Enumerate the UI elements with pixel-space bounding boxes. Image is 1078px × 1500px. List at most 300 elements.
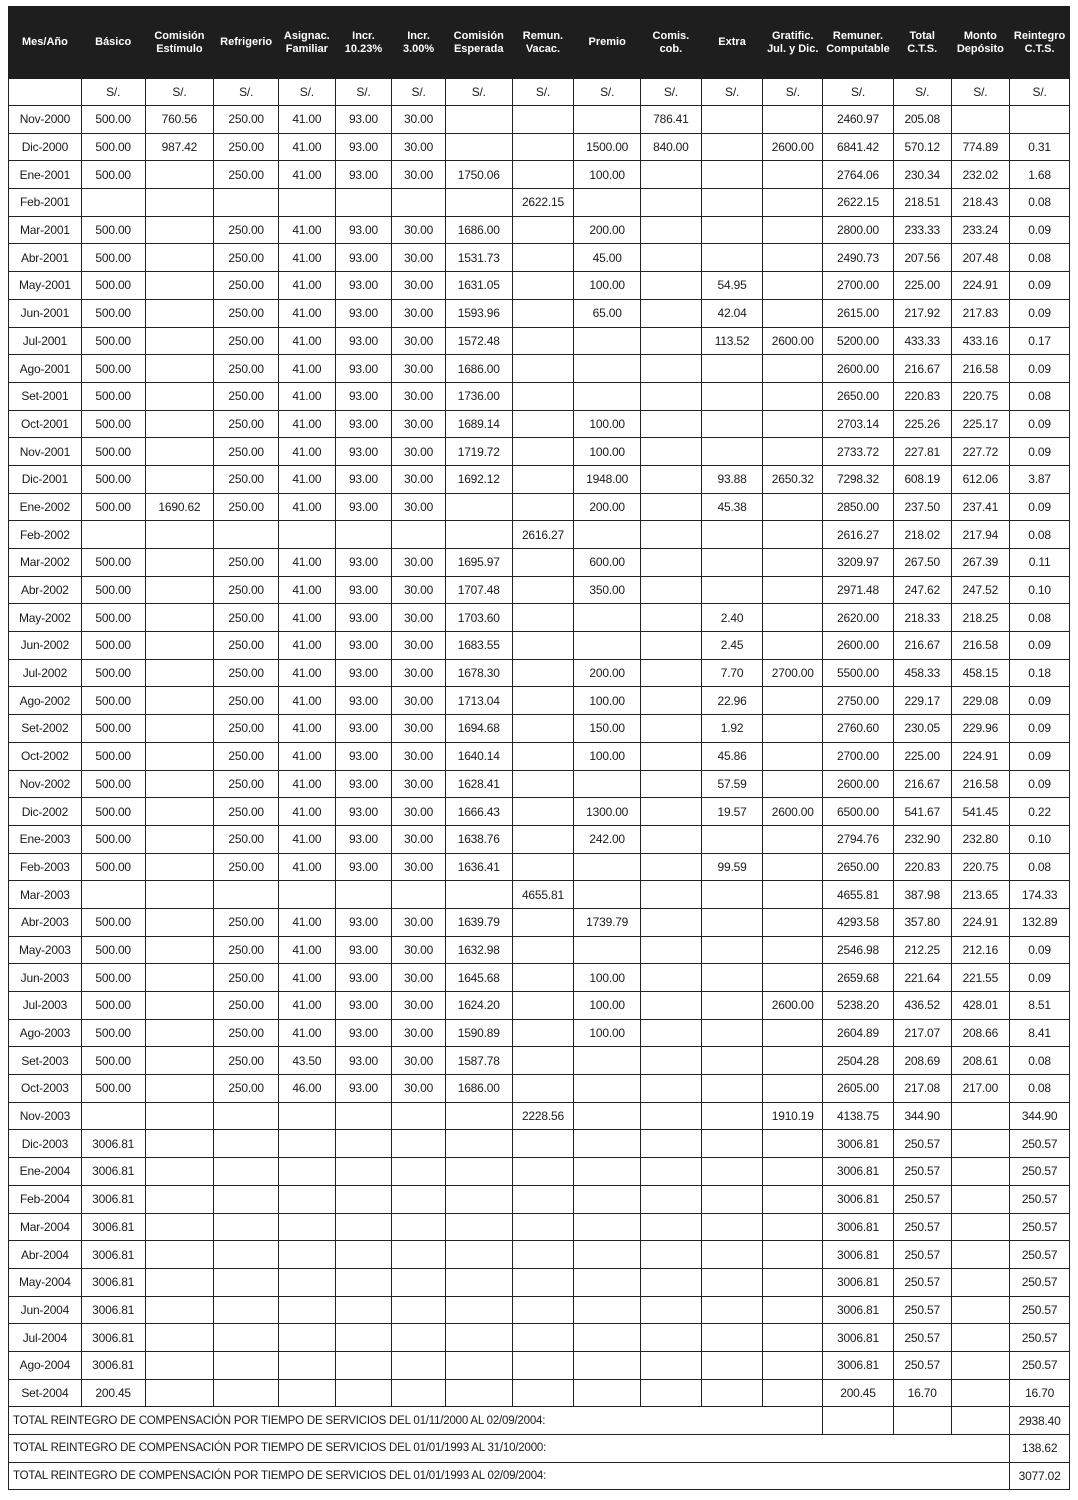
table-row xyxy=(9,465,1070,493)
value-cell: 250.57 xyxy=(893,1241,951,1269)
value-cell: 8.51 xyxy=(1010,992,1070,1020)
value-cell xyxy=(335,1379,392,1407)
total-row xyxy=(9,1435,1070,1463)
value-cell: 93.00 xyxy=(335,106,392,134)
value-cell xyxy=(335,881,392,909)
value-cell xyxy=(574,1296,641,1324)
value-cell xyxy=(641,327,702,355)
value-cell: 2659.68 xyxy=(823,964,894,992)
value-cell: 93.00 xyxy=(335,853,392,881)
value-cell xyxy=(145,659,214,687)
value-cell: 344.90 xyxy=(893,1102,951,1130)
value-cell: 2764.06 xyxy=(823,161,894,189)
value-cell xyxy=(335,1351,392,1379)
value-cell: 250.00 xyxy=(214,549,279,577)
value-cell xyxy=(701,1158,763,1186)
value-cell xyxy=(145,1047,214,1075)
value-cell xyxy=(641,798,702,826)
value-cell xyxy=(641,1047,702,1075)
value-cell: 1686.00 xyxy=(445,355,512,383)
value-cell: 250.00 xyxy=(214,936,279,964)
month-cell: Set-2003 xyxy=(9,1047,82,1075)
value-cell: 230.05 xyxy=(893,715,951,743)
value-cell: 250.00 xyxy=(214,908,279,936)
table-row xyxy=(9,853,1070,881)
value-cell xyxy=(574,1324,641,1352)
value-cell xyxy=(701,521,763,549)
value-cell: 200.45 xyxy=(81,1379,145,1407)
value-cell: 217.08 xyxy=(893,1075,951,1103)
value-cell: 225.26 xyxy=(893,410,951,438)
value-cell: 225.17 xyxy=(951,410,1010,438)
month-cell: Dic-2001 xyxy=(9,465,82,493)
value-cell: 3006.81 xyxy=(81,1351,145,1379)
value-cell: 30.00 xyxy=(392,604,446,632)
value-cell: 41.00 xyxy=(279,355,336,383)
unit-cell: S/. xyxy=(214,79,279,106)
currency-units-row xyxy=(9,79,1070,106)
value-cell xyxy=(512,382,574,410)
value-cell xyxy=(512,133,574,161)
value-cell xyxy=(145,299,214,327)
value-cell xyxy=(512,106,574,134)
value-cell: 2460.97 xyxy=(823,106,894,134)
value-cell: 0.17 xyxy=(1010,327,1070,355)
value-cell xyxy=(145,1379,214,1407)
value-cell: 2703.14 xyxy=(823,410,894,438)
value-cell: 500.00 xyxy=(81,244,145,272)
value-cell: 500.00 xyxy=(81,133,145,161)
value-cell xyxy=(641,161,702,189)
unit-cell: S/. xyxy=(445,79,512,106)
table-row xyxy=(9,410,1070,438)
value-cell: 1638.76 xyxy=(445,825,512,853)
value-cell: 987.42 xyxy=(145,133,214,161)
value-cell: 250.00 xyxy=(214,825,279,853)
value-cell: 41.00 xyxy=(279,161,336,189)
value-cell: 212.25 xyxy=(893,936,951,964)
month-cell: Oct-2003 xyxy=(9,1075,82,1103)
month-cell: Abr-2002 xyxy=(9,576,82,604)
value-cell: 41.00 xyxy=(279,964,336,992)
value-cell xyxy=(335,1130,392,1158)
value-cell xyxy=(214,1213,279,1241)
value-cell: 1713.04 xyxy=(445,687,512,715)
value-cell: 41.00 xyxy=(279,715,336,743)
value-cell xyxy=(701,1379,763,1407)
value-cell: 250.00 xyxy=(214,1019,279,1047)
value-cell: 500.00 xyxy=(81,549,145,577)
value-cell xyxy=(641,1158,702,1186)
value-cell xyxy=(392,521,446,549)
value-cell: 3006.81 xyxy=(81,1158,145,1186)
table-row xyxy=(9,881,1070,909)
value-cell: 1686.00 xyxy=(445,216,512,244)
column-header: Comis. cob. xyxy=(641,7,702,79)
table-row xyxy=(9,742,1070,770)
table-row xyxy=(9,659,1070,687)
value-cell: 41.00 xyxy=(279,576,336,604)
value-cell: 250.00 xyxy=(214,272,279,300)
value-cell xyxy=(701,936,763,964)
value-cell xyxy=(574,106,641,134)
unit-cell: S/. xyxy=(574,79,641,106)
value-cell: 4293.58 xyxy=(823,908,894,936)
value-cell: 500.00 xyxy=(81,1075,145,1103)
value-cell xyxy=(951,106,1010,134)
value-cell: 220.75 xyxy=(951,382,1010,410)
table-row xyxy=(9,576,1070,604)
value-cell: 1500.00 xyxy=(574,133,641,161)
value-cell xyxy=(392,881,446,909)
month-cell: Set-2004 xyxy=(9,1379,82,1407)
value-cell: 41.00 xyxy=(279,106,336,134)
value-cell: 218.51 xyxy=(893,189,951,217)
value-cell xyxy=(763,106,823,134)
value-cell xyxy=(763,549,823,577)
value-cell xyxy=(641,1268,702,1296)
value-cell xyxy=(145,715,214,743)
value-cell xyxy=(145,1130,214,1158)
value-cell xyxy=(445,1324,512,1352)
value-cell xyxy=(145,161,214,189)
value-cell xyxy=(574,632,641,660)
value-cell: 250.00 xyxy=(214,604,279,632)
value-cell: 41.00 xyxy=(279,438,336,466)
value-cell: 230.34 xyxy=(893,161,951,189)
value-cell: 0.10 xyxy=(1010,576,1070,604)
month-cell: Ene-2001 xyxy=(9,161,82,189)
value-cell xyxy=(641,410,702,438)
value-cell: 2600.00 xyxy=(763,133,823,161)
total-value: 3077.02 xyxy=(1010,1462,1070,1490)
value-cell: 500.00 xyxy=(81,770,145,798)
value-cell: 41.00 xyxy=(279,410,336,438)
value-cell: 250.00 xyxy=(214,798,279,826)
value-cell xyxy=(392,1130,446,1158)
value-cell: 500.00 xyxy=(81,410,145,438)
value-cell xyxy=(145,189,214,217)
table-row xyxy=(9,272,1070,300)
table-row xyxy=(9,438,1070,466)
month-cell: Ene-2002 xyxy=(9,493,82,521)
value-cell: 267.39 xyxy=(951,549,1010,577)
value-cell xyxy=(701,1075,763,1103)
value-cell: 2650.32 xyxy=(763,465,823,493)
unit-cell: S/. xyxy=(823,79,894,106)
unit-cell: S/. xyxy=(279,79,336,106)
value-cell: 93.00 xyxy=(335,604,392,632)
value-cell xyxy=(145,825,214,853)
value-cell xyxy=(335,521,392,549)
value-cell: 541.67 xyxy=(893,798,951,826)
value-cell xyxy=(574,1379,641,1407)
unit-cell: S/. xyxy=(763,79,823,106)
value-cell xyxy=(512,1019,574,1047)
column-header: Monto Depósito xyxy=(951,7,1010,79)
month-cell: Ago-2002 xyxy=(9,687,82,715)
value-cell xyxy=(512,1185,574,1213)
value-cell xyxy=(279,1158,336,1186)
value-cell xyxy=(574,1102,641,1130)
month-cell: Feb-2002 xyxy=(9,521,82,549)
value-cell xyxy=(951,1185,1010,1213)
value-cell: 237.50 xyxy=(893,493,951,521)
value-cell: 1678.30 xyxy=(445,659,512,687)
value-cell: 212.16 xyxy=(951,936,1010,964)
value-cell: 1692.12 xyxy=(445,465,512,493)
value-cell: 93.00 xyxy=(335,244,392,272)
value-cell xyxy=(335,1158,392,1186)
month-cell: Mar-2003 xyxy=(9,881,82,909)
value-cell: 250.57 xyxy=(1010,1158,1070,1186)
value-cell: 41.00 xyxy=(279,604,336,632)
value-cell xyxy=(763,1213,823,1241)
value-cell xyxy=(701,1241,763,1269)
value-cell: 500.00 xyxy=(81,355,145,383)
value-cell: 250.57 xyxy=(893,1268,951,1296)
value-cell xyxy=(214,1296,279,1324)
value-cell xyxy=(641,493,702,521)
month-cell: Set-2002 xyxy=(9,715,82,743)
value-cell: 150.00 xyxy=(574,715,641,743)
value-cell: 30.00 xyxy=(392,272,446,300)
value-cell: 216.67 xyxy=(893,632,951,660)
value-cell: 250.57 xyxy=(1010,1213,1070,1241)
value-cell xyxy=(763,355,823,383)
value-cell xyxy=(574,355,641,383)
value-cell xyxy=(763,604,823,632)
value-cell: 0.09 xyxy=(1010,632,1070,660)
value-cell xyxy=(145,272,214,300)
value-cell: 93.00 xyxy=(335,216,392,244)
total-label: TOTAL REINTEGRO DE COMPENSACIÓN POR TIEMPO DE SERVICIOS DEL 01/01/1993 AL 02/09/2004: xyxy=(9,1462,1010,1490)
cts-table xyxy=(8,6,1070,1490)
value-cell: 0.22 xyxy=(1010,798,1070,826)
value-cell xyxy=(641,549,702,577)
value-cell: 225.00 xyxy=(893,272,951,300)
value-cell: 1703.60 xyxy=(445,604,512,632)
empty-cell xyxy=(951,1407,1010,1435)
value-cell xyxy=(701,881,763,909)
value-cell xyxy=(701,1296,763,1324)
value-cell: 4655.81 xyxy=(823,881,894,909)
value-cell: 224.91 xyxy=(951,908,1010,936)
value-cell xyxy=(641,576,702,604)
value-cell xyxy=(392,1213,446,1241)
month-cell: Feb-2001 xyxy=(9,189,82,217)
value-cell: 500.00 xyxy=(81,382,145,410)
value-cell: 100.00 xyxy=(574,742,641,770)
value-cell xyxy=(951,1130,1010,1158)
value-cell: 500.00 xyxy=(81,216,145,244)
value-cell xyxy=(81,521,145,549)
value-cell xyxy=(574,189,641,217)
value-cell: 3006.81 xyxy=(81,1241,145,1269)
value-cell: 237.41 xyxy=(951,493,1010,521)
unit-cell: S/. xyxy=(335,79,392,106)
value-cell: 30.00 xyxy=(392,798,446,826)
value-cell: 570.12 xyxy=(893,133,951,161)
value-cell: 93.00 xyxy=(335,327,392,355)
value-cell: 30.00 xyxy=(392,853,446,881)
value-cell: 6841.42 xyxy=(823,133,894,161)
value-cell: 1572.48 xyxy=(445,327,512,355)
table-row xyxy=(9,133,1070,161)
unit-cell: S/. xyxy=(1010,79,1070,106)
value-cell xyxy=(145,576,214,604)
month-cell: Set-2001 xyxy=(9,382,82,410)
value-cell: 786.41 xyxy=(641,106,702,134)
value-cell: 229.08 xyxy=(951,687,1010,715)
value-cell: 250.57 xyxy=(1010,1296,1070,1324)
value-cell: 2600.00 xyxy=(823,632,894,660)
value-cell: 1948.00 xyxy=(574,465,641,493)
table-row xyxy=(9,798,1070,826)
value-cell: 200.45 xyxy=(823,1379,894,1407)
value-cell xyxy=(145,992,214,1020)
value-cell: 3006.81 xyxy=(81,1130,145,1158)
table-row xyxy=(9,355,1070,383)
value-cell: 0.09 xyxy=(1010,742,1070,770)
value-cell: 774.89 xyxy=(951,133,1010,161)
value-cell: 1587.78 xyxy=(445,1047,512,1075)
value-cell: 41.00 xyxy=(279,216,336,244)
month-cell: Oct-2002 xyxy=(9,742,82,770)
value-cell: 458.15 xyxy=(951,659,1010,687)
value-cell: 2600.00 xyxy=(823,355,894,383)
value-cell xyxy=(763,742,823,770)
value-cell: 41.00 xyxy=(279,632,336,660)
value-cell xyxy=(512,1075,574,1103)
value-cell: 0.09 xyxy=(1010,715,1070,743)
value-cell: 43.50 xyxy=(279,1047,336,1075)
value-cell: 3006.81 xyxy=(823,1241,894,1269)
value-cell: 1632.98 xyxy=(445,936,512,964)
value-cell: 2760.60 xyxy=(823,715,894,743)
value-cell: 250.00 xyxy=(214,493,279,521)
value-cell xyxy=(279,1296,336,1324)
value-cell xyxy=(145,1185,214,1213)
value-cell: 600.00 xyxy=(574,549,641,577)
value-cell: 2700.00 xyxy=(763,659,823,687)
value-cell: 200.00 xyxy=(574,493,641,521)
value-cell: 1910.19 xyxy=(763,1102,823,1130)
value-cell xyxy=(701,161,763,189)
table-row xyxy=(9,189,1070,217)
value-cell: 250.57 xyxy=(1010,1130,1070,1158)
empty-cell xyxy=(893,1407,951,1435)
value-cell: 242.00 xyxy=(574,825,641,853)
value-cell: 2794.76 xyxy=(823,825,894,853)
value-cell xyxy=(701,355,763,383)
value-cell xyxy=(81,881,145,909)
value-cell: 221.64 xyxy=(893,964,951,992)
value-cell xyxy=(641,1185,702,1213)
value-cell: 45.86 xyxy=(701,742,763,770)
value-cell: 174.33 xyxy=(1010,881,1070,909)
value-cell: 93.00 xyxy=(335,992,392,1020)
value-cell: 0.08 xyxy=(1010,1075,1070,1103)
value-cell: 0.09 xyxy=(1010,299,1070,327)
value-cell: 1719.72 xyxy=(445,438,512,466)
value-cell xyxy=(214,521,279,549)
value-cell xyxy=(512,493,574,521)
value-cell xyxy=(701,1019,763,1047)
value-cell xyxy=(145,1268,214,1296)
value-cell xyxy=(763,1158,823,1186)
header-row xyxy=(9,7,1070,79)
value-cell: 224.91 xyxy=(951,272,1010,300)
value-cell: 1736.00 xyxy=(445,382,512,410)
value-cell xyxy=(763,632,823,660)
value-cell xyxy=(701,216,763,244)
month-cell: Nov-2001 xyxy=(9,438,82,466)
value-cell: 224.91 xyxy=(951,742,1010,770)
value-cell: 541.45 xyxy=(951,798,1010,826)
value-cell xyxy=(951,1102,1010,1130)
value-cell: 250.00 xyxy=(214,742,279,770)
value-cell xyxy=(574,1158,641,1186)
table-row xyxy=(9,1213,1070,1241)
value-cell xyxy=(445,881,512,909)
column-header: Mes/Año xyxy=(9,7,82,79)
value-cell xyxy=(145,687,214,715)
value-cell: 760.56 xyxy=(145,106,214,134)
value-cell: 0.08 xyxy=(1010,853,1070,881)
value-cell xyxy=(335,1296,392,1324)
value-cell: 2616.27 xyxy=(512,521,574,549)
value-cell xyxy=(214,1379,279,1407)
value-cell: 608.19 xyxy=(893,465,951,493)
value-cell xyxy=(81,1102,145,1130)
value-cell: 0.31 xyxy=(1010,133,1070,161)
value-cell xyxy=(145,549,214,577)
value-cell xyxy=(512,770,574,798)
value-cell: 3.87 xyxy=(1010,465,1070,493)
value-cell xyxy=(641,1130,702,1158)
value-cell: 93.00 xyxy=(335,272,392,300)
month-cell: Nov-2002 xyxy=(9,770,82,798)
value-cell xyxy=(512,687,574,715)
value-cell: 207.48 xyxy=(951,244,1010,272)
value-cell: 216.58 xyxy=(951,770,1010,798)
value-cell: 93.00 xyxy=(335,936,392,964)
value-cell xyxy=(512,1324,574,1352)
value-cell: 30.00 xyxy=(392,715,446,743)
value-cell: 41.00 xyxy=(279,382,336,410)
value-cell xyxy=(445,1268,512,1296)
value-cell xyxy=(445,1241,512,1269)
value-cell xyxy=(701,1268,763,1296)
value-cell xyxy=(279,521,336,549)
value-cell xyxy=(392,1379,446,1407)
column-header: Gratific. Jul. y Dic. xyxy=(763,7,823,79)
value-cell: 0.09 xyxy=(1010,438,1070,466)
value-cell xyxy=(701,133,763,161)
table-row xyxy=(9,327,1070,355)
value-cell: 16.70 xyxy=(1010,1379,1070,1407)
table-row xyxy=(9,908,1070,936)
value-cell xyxy=(445,1158,512,1186)
value-cell: 100.00 xyxy=(574,687,641,715)
value-cell: 30.00 xyxy=(392,382,446,410)
value-cell: 93.00 xyxy=(335,410,392,438)
value-cell: 0.10 xyxy=(1010,825,1070,853)
value-cell xyxy=(145,1241,214,1269)
table-row xyxy=(9,1102,1070,1130)
value-cell: 2605.00 xyxy=(823,1075,894,1103)
